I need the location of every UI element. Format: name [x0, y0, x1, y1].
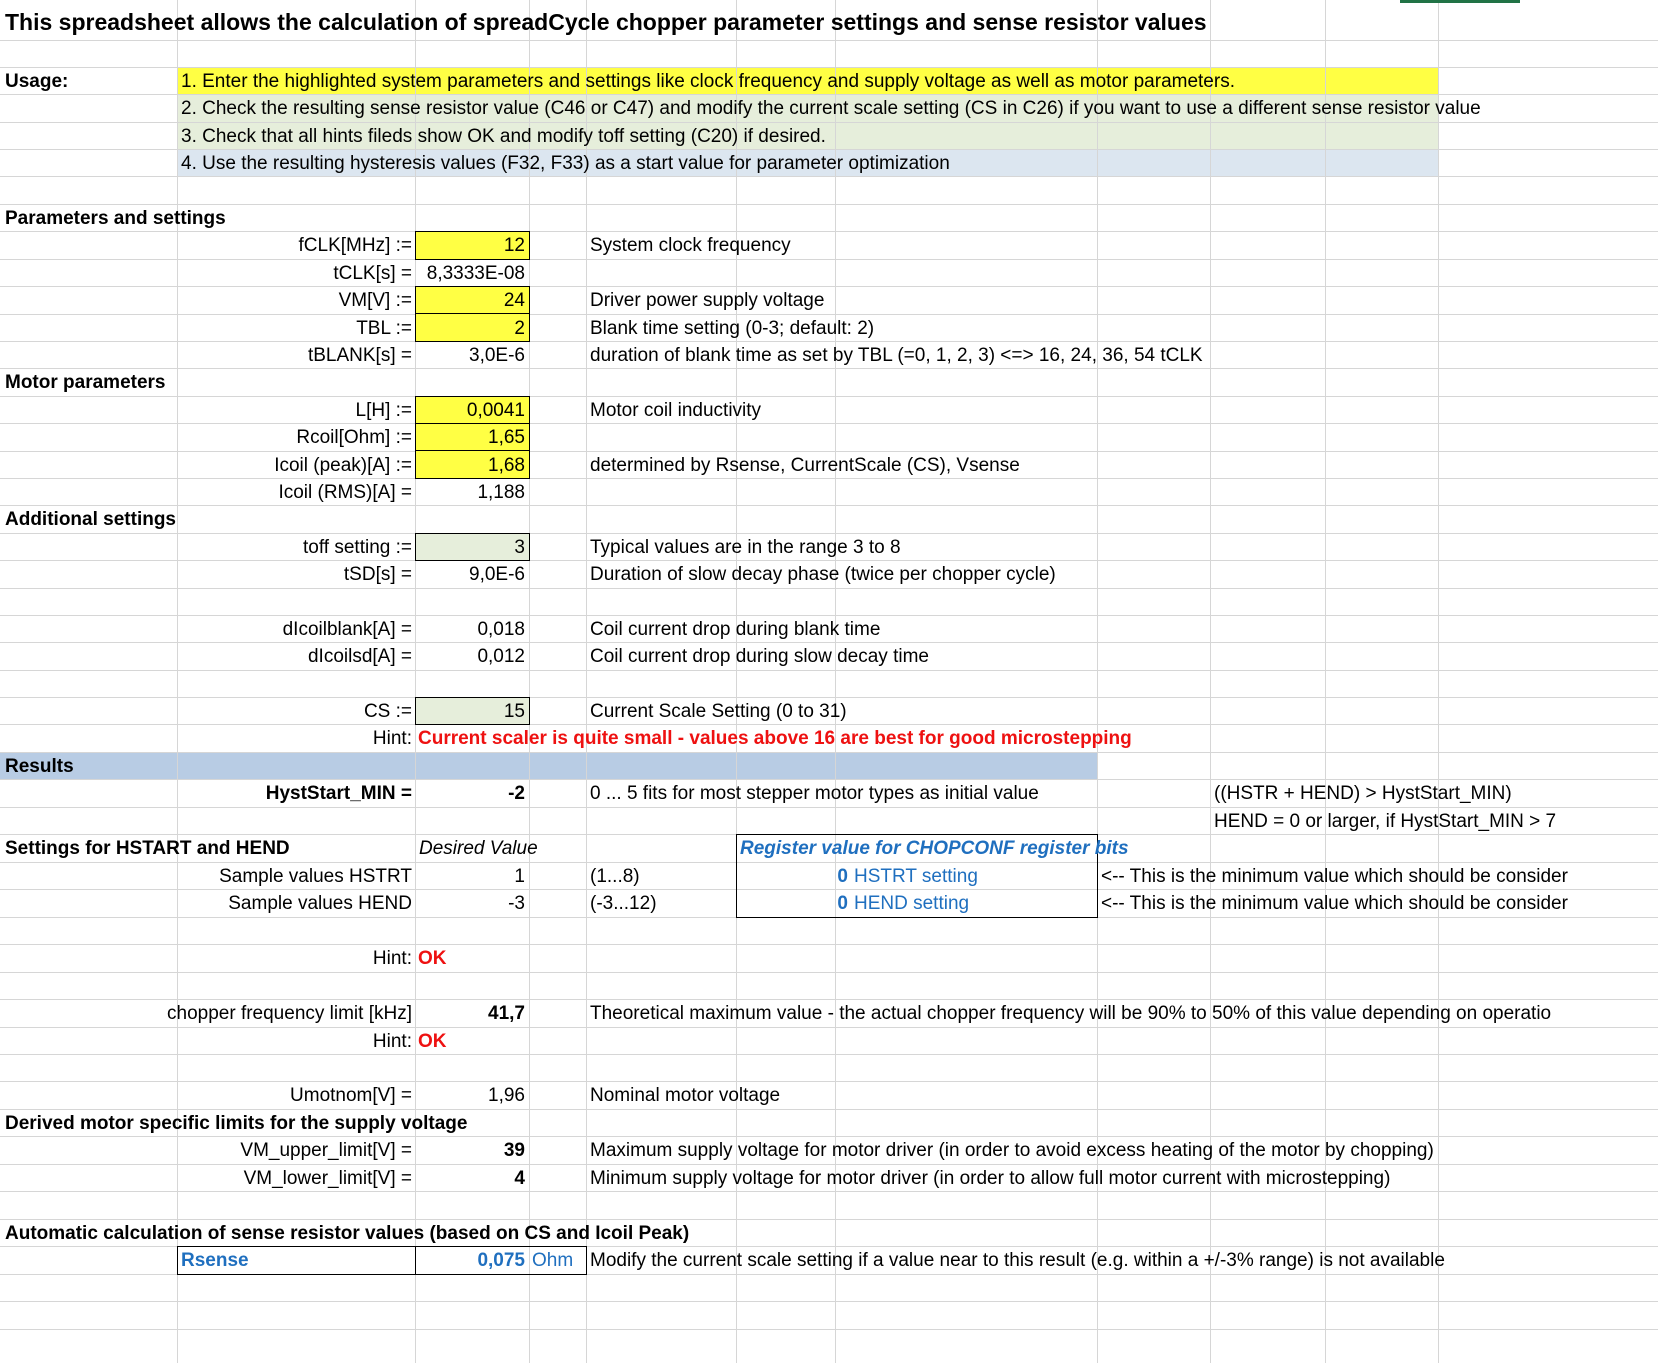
hyststart-note-2: HEND = 0 or larger, if HystStart_MIN > 7: [1214, 811, 1557, 832]
vm-value: 24: [503, 290, 525, 311]
section-rsense-header: Automatic calculation of sense resistor values (based on CS and Icoil Peak): [5, 1223, 690, 1244]
vm-lower-desc: Minimum supply voltage for motor driver (in order to allow full motor current with microstepping): [590, 1168, 1391, 1189]
usage-step-1: 1. Enter the highlighted system parameters and settings like clock frequency and supply voltage as well as motor parameters.: [181, 71, 1235, 92]
chopper-freq-desc: Theoretical maximum value - the actual chopper frequency will be 90% to 50% of this value depending on operatio: [590, 1003, 1552, 1024]
fclk-desc: System clock frequency: [590, 235, 791, 256]
fclk-label: fCLK[MHz] :=: [298, 235, 412, 256]
chopper-freq-label: chopper frequency limit [kHz]: [167, 1003, 412, 1024]
tsd-value: 9,0E-6: [469, 564, 525, 585]
section-motor-header: Motor parameters: [5, 372, 166, 393]
section-derived-header: Derived motor specific limits for the supply voltage: [5, 1113, 468, 1134]
vm-upper-value: 39: [503, 1140, 525, 1161]
hstrt-range: (1...8): [590, 866, 640, 887]
chopconf-register-header: Register value for CHOPCONF register bits: [740, 838, 1129, 859]
fclk-value: 12: [503, 235, 525, 256]
vm-desc: Driver power supply voltage: [590, 290, 825, 311]
hyststart-desc: 0 ... 5 fits for most stepper motor types as initial value: [590, 783, 1039, 804]
icoil-rms-value: 1,188: [477, 482, 525, 503]
cs-label: CS :=: [363, 701, 412, 722]
dicoilblank-desc: Coil current drop during blank time: [590, 619, 881, 640]
usage-step-4: 4. Use the resulting hysteresis values (F32, F33) as a start value for parameter optimization: [181, 153, 950, 174]
cs-hint: Current scaler is quite small - values above 16 are best for good microstepping: [418, 728, 1132, 749]
hend-register-label: HEND setting: [854, 893, 970, 914]
icoil-rms-label: Icoil (RMS)[A] =: [278, 482, 412, 503]
vm-upper-desc: Maximum supply voltage for motor driver (in order to avoid excess heating of the motor by chopping): [590, 1140, 1434, 1161]
hstrt-register-value: 0: [837, 866, 848, 887]
hstrt-value[interactable]: 1: [514, 866, 525, 887]
hend-label: Sample values HEND: [228, 893, 412, 914]
inductance-value: 0,0041: [466, 400, 525, 421]
toff-value: 3: [514, 537, 525, 558]
results-band: [0, 752, 1097, 779]
toff-desc: Typical values are in the range 3 to 8: [590, 537, 901, 558]
vm-label: VM[V] :=: [338, 290, 412, 311]
icoil-peak-value: 1,68: [488, 455, 525, 476]
dicoilsd-desc: Coil current drop during slow decay time: [590, 646, 929, 667]
toff-label: toff setting :=: [303, 537, 412, 558]
rsense-desc: Modify the current scale setting if a value near to this result (e.g. within a +/-3% range) is not available: [590, 1250, 1445, 1271]
desired-value-header: Desired Value: [419, 838, 538, 859]
inductance-label: L[H] :=: [355, 400, 412, 421]
hstart-hend-hint: OK: [418, 948, 447, 969]
cs-hint-label: Hint:: [372, 728, 412, 749]
cs-desc: Current Scale Setting (0 to 31): [590, 701, 847, 722]
tclk-value: 8,3333E-08: [426, 263, 525, 284]
usage-label: Usage:: [5, 71, 69, 92]
dicoilsd-label: dIcoilsd[A] =: [307, 646, 412, 667]
tclk-label: tCLK[s] =: [333, 263, 412, 284]
dicoilblank-value: 0,018: [477, 619, 525, 640]
rsense-unit: Ohm: [532, 1250, 574, 1271]
rsense-label: Rsense: [181, 1250, 249, 1271]
tsd-desc: Duration of slow decay phase (twice per chopper cycle): [590, 564, 1056, 585]
hstart-hend-hint-label: Hint:: [372, 948, 412, 969]
hend-note: <-- This is the minimum value which should be consider: [1101, 893, 1568, 914]
vm-lower-value: 4: [514, 1168, 525, 1189]
dicoilsd-value: 0,012: [477, 646, 525, 667]
usage-step-3: 3. Check that all hints fileds show OK and modify toff setting (C20) if desired.: [181, 126, 826, 147]
tbl-desc: Blank time setting (0-3; default: 2): [590, 318, 875, 339]
hyststart-note-1: ((HSTR + HEND) > HystStart_MIN): [1214, 783, 1512, 804]
section-parameters-header: Parameters and settings: [5, 208, 226, 229]
hstrt-note: <-- This is the minimum value which should be consider: [1101, 866, 1568, 887]
umotnom-desc: Nominal motor voltage: [590, 1085, 781, 1106]
rsense-box-divider: [415, 1246, 416, 1275]
cs-value: 15: [503, 701, 525, 722]
section-results-header: Results: [5, 756, 74, 777]
rcoil-label: Rcoil[Ohm] :=: [296, 427, 412, 448]
tsd-label: tSD[s] =: [343, 564, 412, 585]
hend-value[interactable]: -3: [508, 893, 525, 914]
usage-step-2: 2. Check the resulting sense resistor value (C46 or C47) and modify the current scale setting (CS in C26) if you want to use a different sense resistor value: [181, 98, 1481, 119]
active-cell-marker: [1400, 0, 1520, 3]
hend-register-value: 0: [837, 893, 848, 914]
vm-upper-label: VM_upper_limit[V] =: [240, 1140, 412, 1161]
umotnom-value: 1,96: [488, 1085, 525, 1106]
icoil-peak-desc: determined by Rsense, CurrentScale (CS), Vsense: [590, 455, 1020, 476]
hstrt-register-label: HSTRT setting: [854, 866, 978, 887]
tblank-label: tBLANK[s] =: [307, 345, 412, 366]
umotnom-label: Umotnom[V] =: [290, 1085, 412, 1106]
section-additional-header: Additional settings: [5, 509, 176, 530]
tbl-value: 2: [514, 318, 525, 339]
rsense-value: 0,075: [477, 1250, 525, 1271]
hstrt-label: Sample values HSTRT: [219, 866, 412, 887]
page-title: This spreadsheet allows the calculation of spreadCycle chopper parameter settings and sense resistor values: [5, 9, 1207, 35]
hend-range: (-3...12): [590, 893, 657, 914]
tblank-value: 3,0E-6: [469, 345, 525, 366]
chopper-freq-value: 41,7: [488, 1003, 525, 1024]
hyststart-label: HystStart_MIN =: [265, 783, 412, 804]
vm-lower-label: VM_lower_limit[V] =: [243, 1168, 412, 1189]
chopper-hint-label: Hint:: [372, 1031, 412, 1052]
tblank-desc: duration of blank time as set by TBL (=0, 1, 2, 3) <=> 16, 24, 36, 54 tCLK: [590, 345, 1203, 366]
section-hstart-hend-header: Settings for HSTART and HEND: [5, 838, 290, 859]
icoil-peak-label: Icoil (peak)[A] :=: [274, 455, 412, 476]
hyststart-value: -2: [508, 783, 525, 804]
rcoil-value: 1,65: [488, 427, 525, 448]
tbl-label: TBL :=: [356, 318, 412, 339]
chopper-hint: OK: [418, 1031, 447, 1052]
dicoilblank-label: dIcoilblank[A] =: [282, 619, 412, 640]
inductance-desc: Motor coil inductivity: [590, 400, 762, 421]
